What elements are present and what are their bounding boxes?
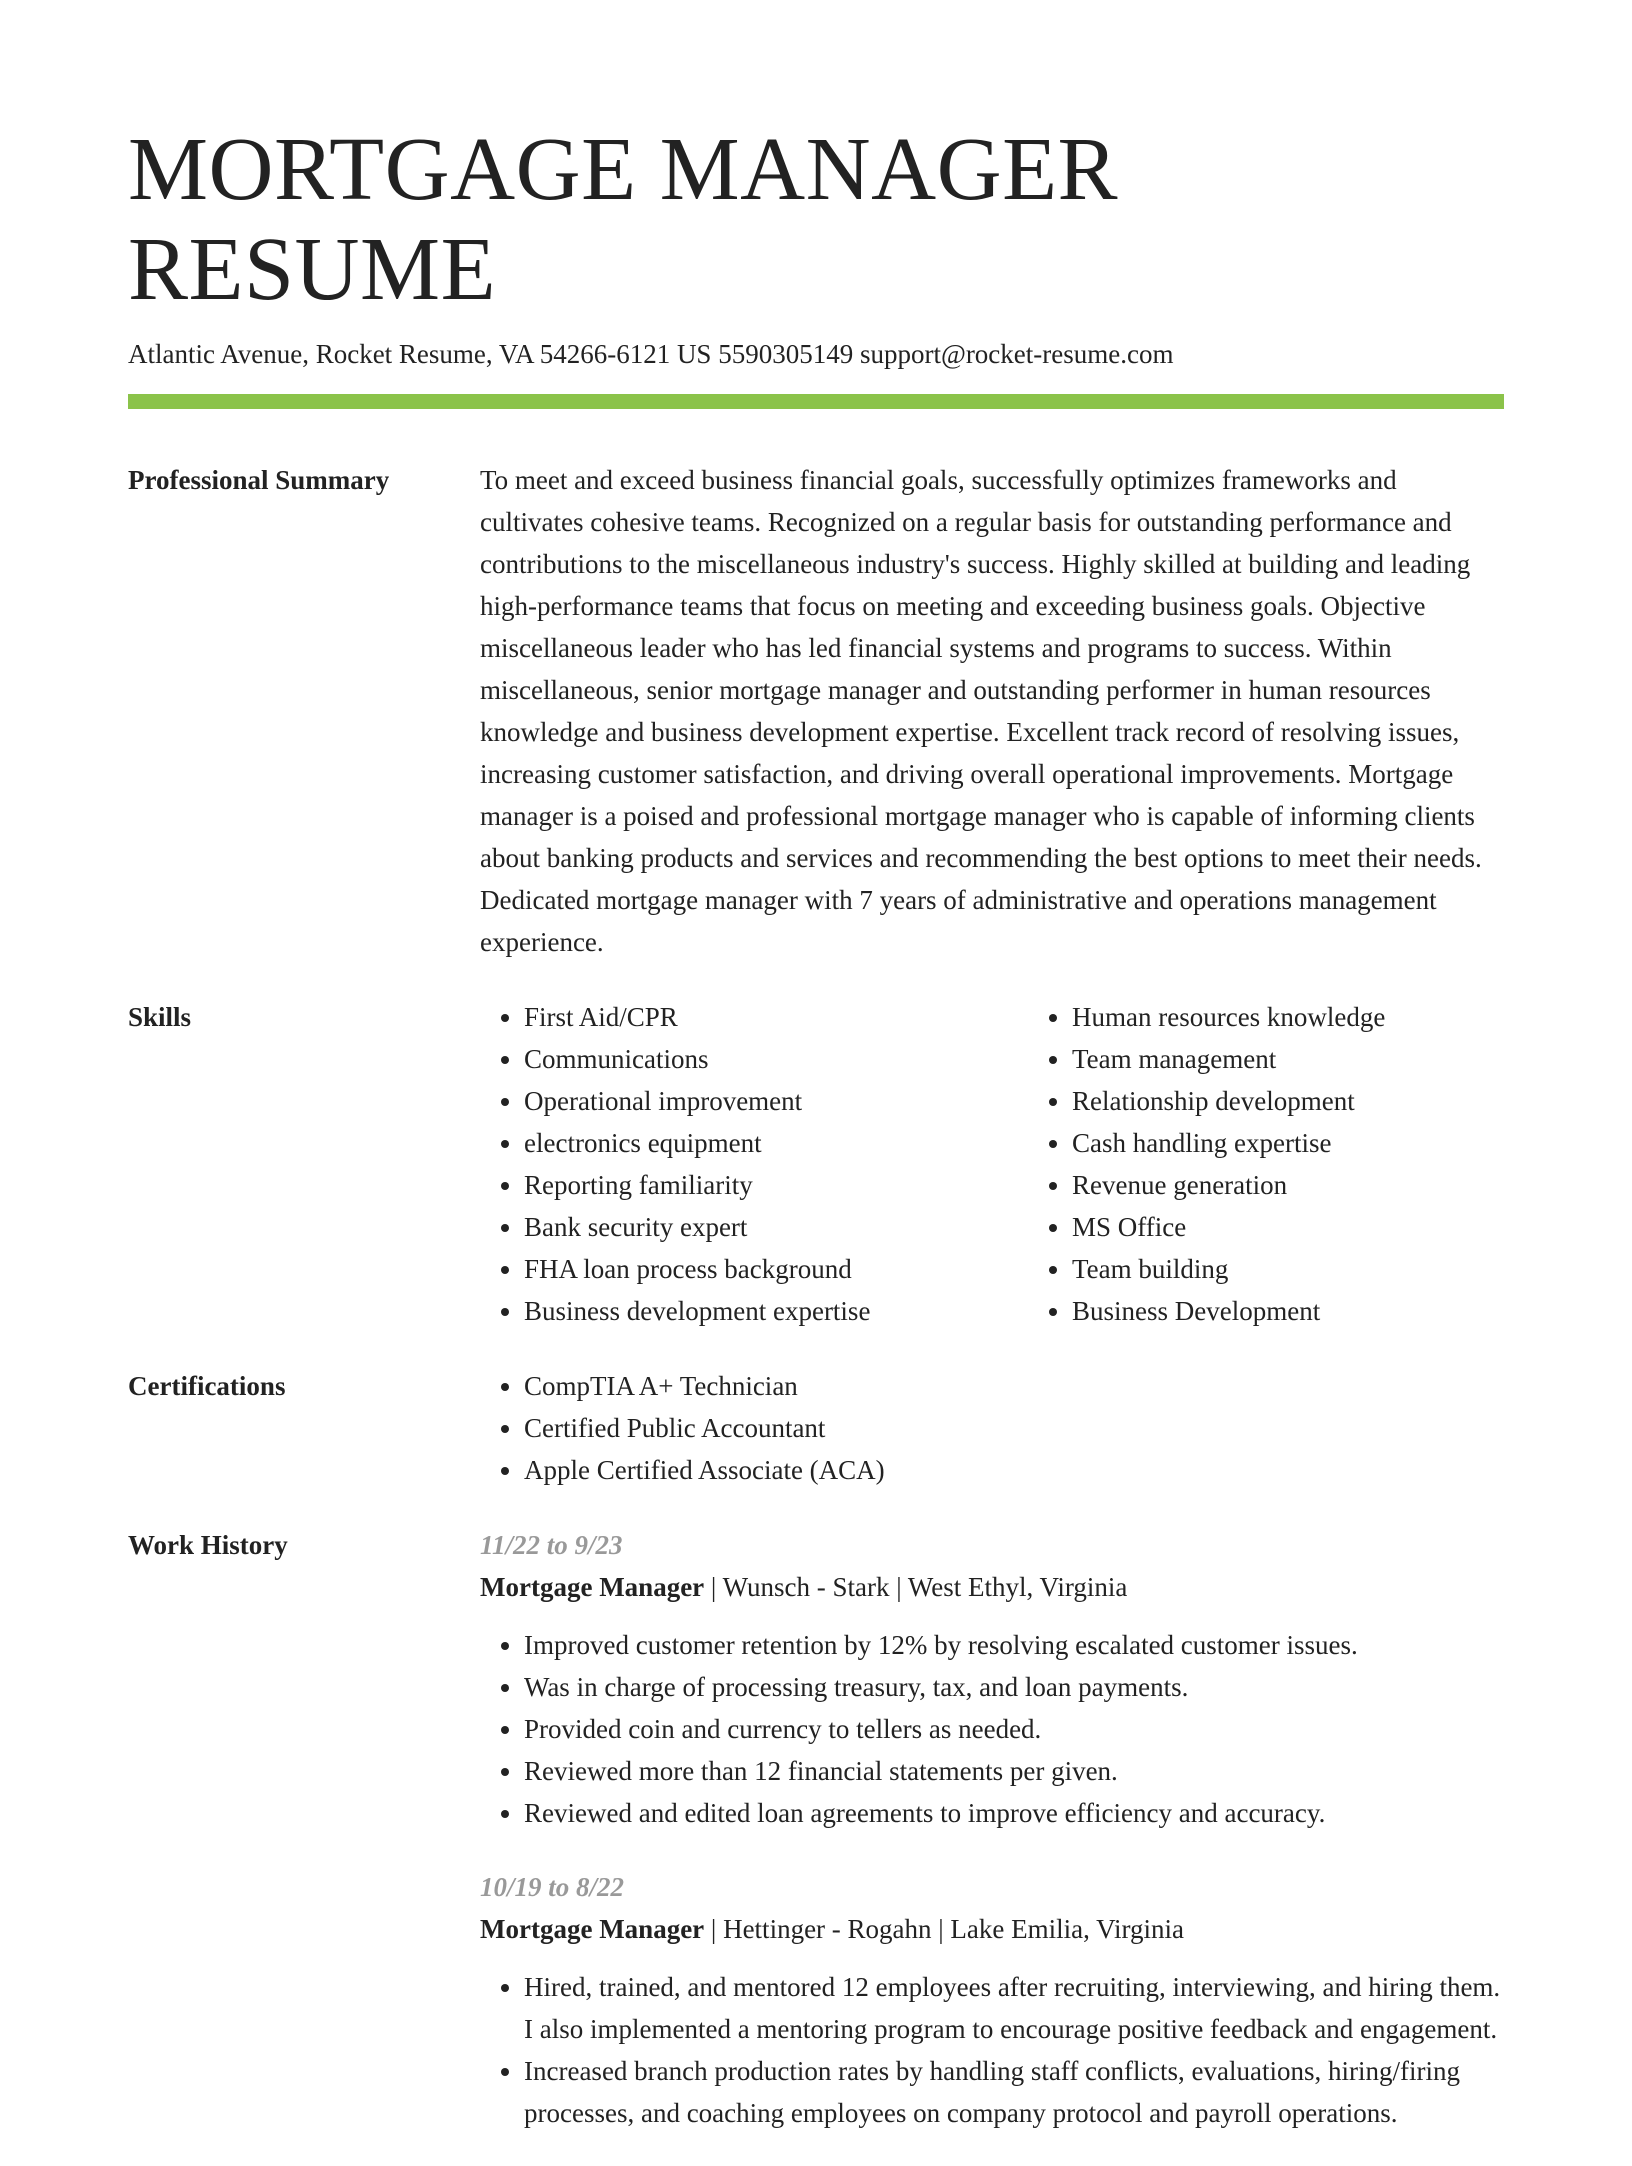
certification-item: • CompTIA A+ Technician [524,1365,1504,1407]
section-body [480,459,1504,963]
certifications-list [480,1365,1504,1491]
skill-item: • Team building [1072,1248,1576,1290]
skill-item: • FHA loan process background [524,1248,1028,1290]
job-bullets [480,1966,1504,2134]
skills-columns [480,996,1576,1332]
job-bullets [480,1624,1504,1834]
job-title-line [480,1566,1504,1608]
section-label: Professional Summary [128,465,390,495]
section-professional-summary [128,459,1504,963]
job-title: Mortgage Manager [480,1572,705,1602]
skills-list-left [480,996,1028,1332]
job-date: 11/22 to 9/23 [480,1530,623,1560]
skill-item: • Cash handling expertise [1072,1122,1576,1164]
job-bullet: • Reviewed more than 12 financial statements per given. [524,1750,1504,1792]
section-body [480,1524,1504,2166]
job-title-line [480,1908,1504,1950]
skill-item: • Revenue generation [1072,1164,1576,1206]
job-details: | Wunsch - Stark | West Ethyl, Virginia [704,1572,1128,1602]
certification-item: • Apple Certified Associate (ACA) [524,1449,1504,1491]
skills-list-right [1028,996,1576,1332]
skill-item: • Bank security expert [524,1206,1028,1248]
skill-item: • Operational improvement [524,1080,1028,1122]
header-divider [128,394,1504,409]
section-label: Skills [128,1002,192,1032]
section-certifications [128,1365,1504,1491]
skill-item: • Relationship development [1072,1080,1576,1122]
section-label: Work History [128,1530,288,1560]
skill-item: • Human resources knowledge [1072,996,1576,1038]
job-entry [480,1866,1504,2134]
job-details: | Hettinger - Rogahn | Lake Emilia, Virginia [704,1914,1185,1944]
skill-item: • Communications [524,1038,1028,1080]
skill-item: • Business development expertise [524,1290,1028,1332]
contact-info: Atlantic Avenue, Rocket Resume, VA 54266-6121 US 5590305149 support@rocket-resume.com [128,339,1174,369]
page-title: MORTGAGE MANAGER RESUME [128,120,1119,319]
skill-item: • MS Office [1072,1206,1576,1248]
skill-item: • Business Development [1072,1290,1576,1332]
job-bullet: • Provided coin and currency to tellers as needed. [524,1708,1504,1750]
section-body [480,1365,1504,1491]
job-bullet: • Hired, trained, and mentored 12 employees after recruiting, interviewing, and hiring them. I also implemented a mentoring program to encourage positive feedback and engagement. [524,1966,1504,2050]
summary-text: To meet and exceed business financial goals, successfully optimizes frameworks and cultivates cohesive teams. Recognized on a regular basis for outstanding performance and contributions to the miscellaneous industry's success. Highly skilled at building and leading high-performance teams that focus on meeting and exceeding business goals. Objective miscellaneous leader who has led financial systems and programs to success. Within miscellaneous, senior mortgage manager and outstanding performer in human resources knowledge and business development expertise. Excellent track record of resolving issues, increasing customer satisfaction, and driving overall operational improvements. Mortgage manager is a poised and professional mortgage manager who is capable of informing clients about banking products and services and recommending the best options to meet their needs. Dedicated mortgage manager with 7 years of administrative and operations management experience. [480,465,1482,957]
skill-item: • First Aid/CPR [524,996,1028,1038]
skill-item: • electronics equipment [524,1122,1028,1164]
job-title: Mortgage Manager [480,1914,705,1944]
job-entry [480,1524,1504,1834]
job-bullet: • Was in charge of processing treasury, tax, and loan payments. [524,1666,1504,1708]
job-date: 10/19 to 8/22 [480,1872,625,1902]
skill-item: • Team management [1072,1038,1576,1080]
certification-item: • Certified Public Accountant [524,1407,1504,1449]
job-bullet: • Increased branch production rates by handling staff conflicts, evaluations, hiring/firing processes, and coaching employees on company protocol and payroll operations. [524,2050,1504,2134]
section-label: Certifications [128,1371,286,1401]
job-bullet: • Improved customer retention by 12% by resolving escalated customer issues. [524,1624,1504,1666]
section-skills [128,996,1504,1332]
job-bullet: • Reviewed and edited loan agreements to improve efficiency and accuracy. [524,1792,1504,1834]
section-work-history [128,1524,1504,2166]
skill-item: • Reporting familiarity [524,1164,1028,1206]
